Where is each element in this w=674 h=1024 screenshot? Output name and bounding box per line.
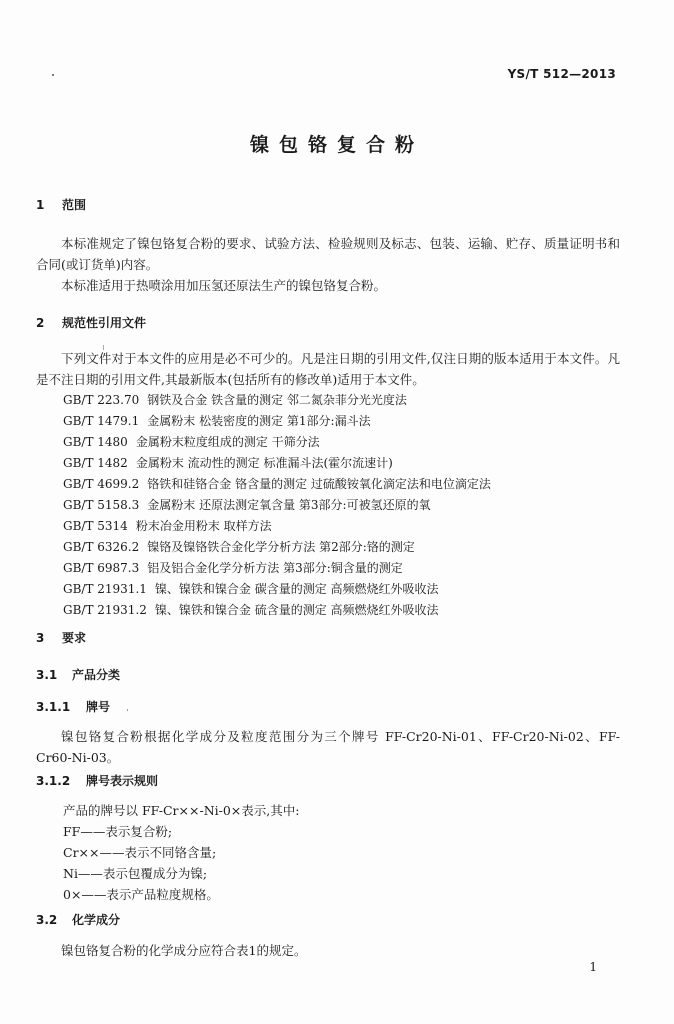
reference-item <box>63 537 491 558</box>
rule-line: Cr××——表示不同铬含量; <box>63 845 217 860</box>
reference-item <box>63 495 491 516</box>
reference-code: GB/T 6326.2 <box>63 540 140 554</box>
scan-speck <box>52 74 54 76</box>
section-title: 牌号 <box>86 700 111 714</box>
reference-title: 铝及铝合金化学分析方法 第3部分:铜含量的测定 <box>147 561 403 575</box>
reference-item <box>63 516 491 537</box>
reference-code: GB/T 21931.2 <box>63 603 147 617</box>
reference-list <box>63 390 491 621</box>
chemical-composition-paragraph: 镍包铬复合粉的化学成分应符合表1的规定。 <box>61 943 307 958</box>
reference-item <box>63 453 491 474</box>
reference-title: 粉末冶金用粉末 取样方法 <box>135 519 272 533</box>
page-number: 1 <box>589 960 597 974</box>
reference-item <box>63 411 491 432</box>
section-title: 规范性引用文件 <box>62 316 147 330</box>
section-number: 1 <box>36 198 45 212</box>
reference-title: 镍、镍铁和镍合金 硫含量的测定 高频燃烧红外吸收法 <box>154 603 439 617</box>
references-intro: 下列文件对于本文件的应用是必不可少的。凡是注日期的引用文件,仅注日期的版本适用于本文件。凡是不注日期的引用文件,其最新版本(包括所有的修改单)适用于本文件。 <box>36 351 620 387</box>
reference-code: GB/T 5314 <box>63 519 128 533</box>
section-number: 3.2 <box>36 913 58 927</box>
grade-naming-rules <box>63 800 299 905</box>
document-title: 镍包铬复合粉 <box>249 134 424 156</box>
reference-code: GB/T 1480 <box>63 435 128 449</box>
section-3-1-heading <box>36 666 120 683</box>
reference-item <box>63 558 491 579</box>
reference-title: 镍铬及镍铬铁合金化学分析方法 第2部分:铬的测定 <box>147 540 415 554</box>
scan-mark <box>127 709 128 711</box>
standard-code: YS/T 512—2013 <box>507 67 616 81</box>
grade-paragraph: 镍包铬复合粉根据化学成分及粒度范围分为三个牌号 FF-Cr20-Ni-01、FF-Cr20-Ni-02、FF- Cr60-Ni-03。 <box>36 729 620 765</box>
section-3-heading <box>36 629 86 646</box>
reference-title: 金属粉末 还原法测定氧含量 第3部分:可被氢还原的氧 <box>147 498 431 512</box>
reference-item <box>63 474 491 495</box>
section-3-1-2-heading <box>36 772 158 789</box>
rule-line: 产品的牌号以 FF-Cr××-Ni-0×表示,其中: <box>63 803 300 818</box>
reference-title: 铬铁和硅铬合金 铬含量的测定 过硫酸铵氧化滴定法和电位滴定法 <box>147 477 491 491</box>
reference-title: 钢铁及合金 铁含量的测定 邻二氮杂菲分光光度法 <box>147 393 407 407</box>
reference-code: GB/T 21931.1 <box>63 582 147 596</box>
scope-paragraph-2: 本标准适用于热喷涂用加压氢还原法生产的镍包铬复合粉。 <box>61 278 387 293</box>
rule-line: Ni——表示包覆成分为镍; <box>63 866 208 881</box>
section-number: 3.1.1 <box>36 700 71 714</box>
reference-item <box>63 432 491 453</box>
section-title: 要求 <box>62 631 87 645</box>
section-title: 产品分类 <box>72 668 121 682</box>
rule-line: FF——表示复合粉; <box>63 824 173 839</box>
section-1-heading <box>36 196 86 213</box>
reference-code: GB/T 1479.1 <box>63 414 140 428</box>
section-3-2-heading <box>36 911 120 928</box>
reference-title: 金属粉末 流动性的测定 标准漏斗法(霍尔流速计) <box>135 456 393 470</box>
reference-code: GB/T 6987.3 <box>63 561 140 575</box>
reference-title: 金属粉末粒度组成的测定 干筛分法 <box>135 435 320 449</box>
section-2-heading <box>36 314 146 331</box>
section-3-1-1-heading <box>36 698 110 715</box>
reference-item <box>63 579 491 600</box>
reference-title: 镍、镍铁和镍合金 碳含量的测定 高频燃烧红外吸收法 <box>154 582 439 596</box>
reference-item <box>63 600 491 621</box>
reference-title: 金属粉末 松装密度的测定 第1部分:漏斗法 <box>147 414 371 428</box>
section-number: 3.1 <box>36 668 58 682</box>
reference-code: GB/T 4699.2 <box>63 477 140 491</box>
reference-code: GB/T 1482 <box>63 456 128 470</box>
reference-item <box>63 390 491 411</box>
section-number: 3.1.2 <box>36 774 71 788</box>
reference-code: GB/T 5158.3 <box>63 498 140 512</box>
section-number: 2 <box>36 316 45 330</box>
section-title: 范围 <box>62 198 87 212</box>
scope-paragraph-1: 本标准规定了镍包铬复合粉的要求、试验方法、检验规则及标志、包装、运输、贮存、质量证明书和合同(或订货单)内容。 <box>36 236 620 272</box>
section-number: 3 <box>36 631 45 645</box>
rule-line: 0×——表示产品粒度规格。 <box>63 887 219 902</box>
section-title: 化学成分 <box>72 913 121 927</box>
reference-code: GB/T 223.70 <box>63 393 140 407</box>
section-title: 牌号表示规则 <box>86 774 159 788</box>
